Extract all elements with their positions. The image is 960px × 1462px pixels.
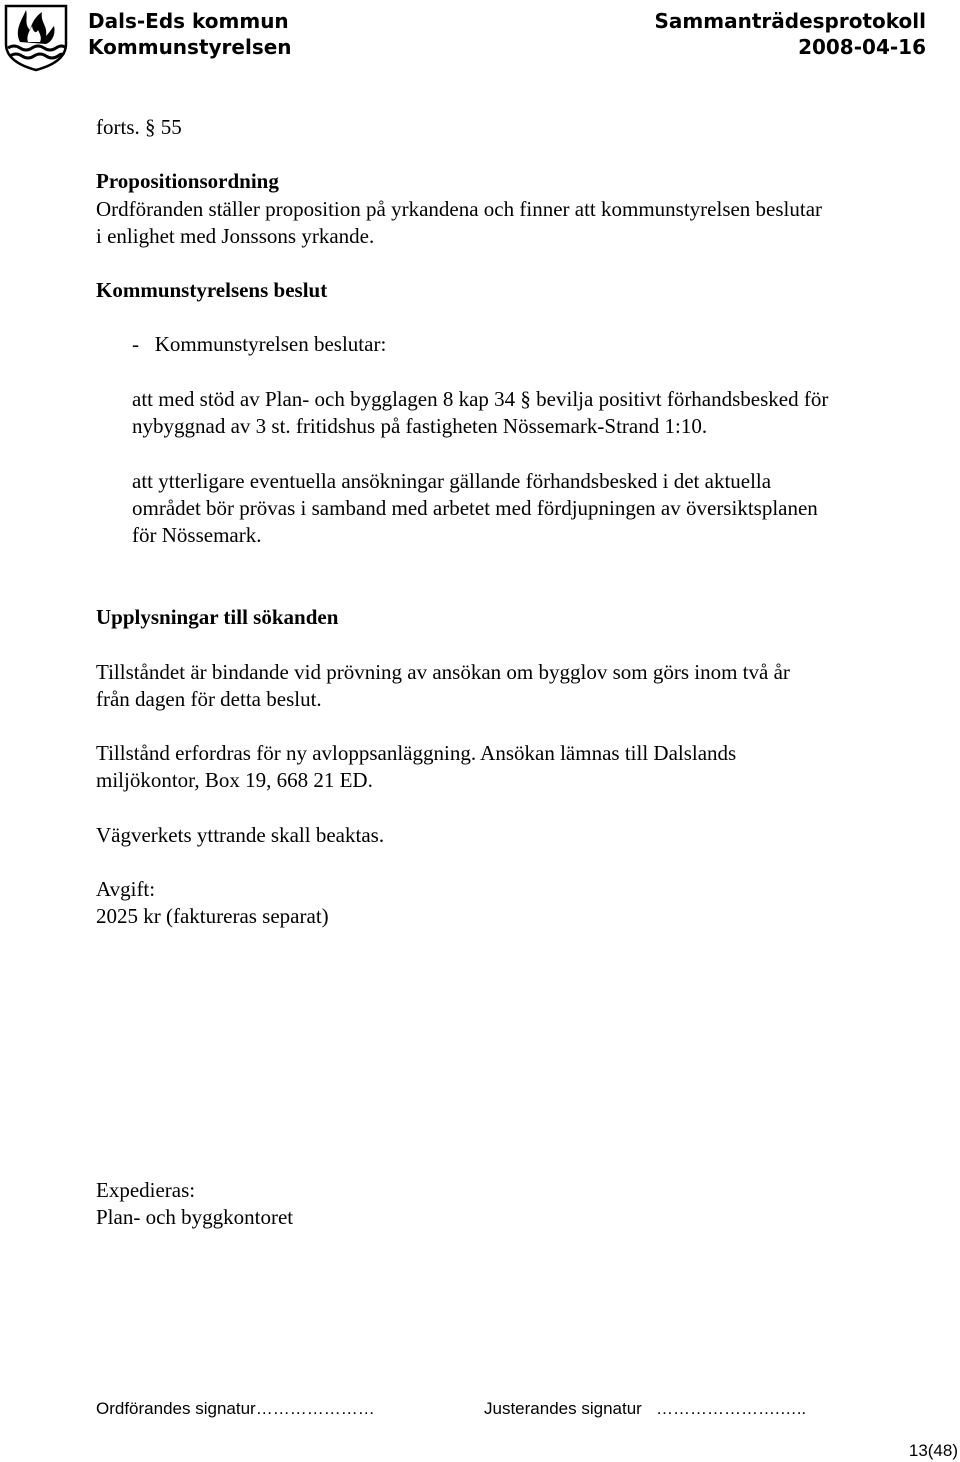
- expedieras-value: Plan- och byggkontoret: [96, 1205, 294, 1229]
- document-date: 2008-04-16: [798, 35, 926, 59]
- expedieras-label: Expedieras:: [96, 1178, 196, 1202]
- beslut-item-line: området bör prövas i samband med arbetet med fördjupningen av översiktsplanen: [132, 496, 818, 520]
- ordforande-signature-line: Ordförandes signatur…………………: [96, 1399, 375, 1418]
- beslut-item-line: att med stöd av Plan- och bygglagen 8 kap 34 § bevilja positivt förhandsbesked för: [132, 387, 829, 411]
- beslut-heading: Kommunstyrelsens beslut: [96, 278, 328, 302]
- org-name: Dals-Eds kommun: [88, 9, 289, 33]
- propositionsordning-heading: Propositionsordning: [96, 169, 279, 193]
- upplysningar-text-line: Tillståndet är bindande vid prövning av ansökan om bygglov som görs inom två år: [96, 660, 790, 684]
- upplysningar-text-line: miljökontor, Box 19, 668 21 ED.: [96, 768, 373, 792]
- beslut-intro: - Kommunstyrelsen beslutar:: [132, 332, 387, 356]
- body-name: Kommunstyrelsen: [88, 35, 292, 59]
- upplysningar-text-line: från dagen för detta beslut.: [96, 687, 322, 711]
- page-number: 13(48): [908, 1441, 958, 1460]
- upplysningar-text-line: Tillstånd erfordras för ny avloppsanläggning. Ansökan lämnas till Dalslands: [96, 741, 737, 765]
- justerande-signature-line: Justerandes signatur ………………….…..: [484, 1399, 807, 1418]
- upplysningar-text-line: Vägverkets yttrande skall beaktas.: [96, 823, 385, 847]
- avgift-value: 2025 kr (faktureras separat): [96, 904, 329, 928]
- beslut-item-line: att ytterligare eventuella ansökningar gällande förhandsbesked i det aktuella: [132, 469, 772, 493]
- municipality-logo-icon: [0, 0, 72, 72]
- beslut-item-line: nybyggnad av 3 st. fritidshus på fastigheten Nössemark-Strand 1:10.: [132, 414, 708, 438]
- continued-section-ref: forts. § 55: [96, 115, 182, 139]
- upplysningar-heading: Upplysningar till sökanden: [96, 605, 339, 629]
- propositionsordning-text-line: i enlighet med Jonssons yrkande.: [96, 224, 375, 248]
- beslut-item-line: för Nössemark.: [132, 523, 262, 547]
- propositionsordning-text-line: Ordföranden ställer proposition på yrkandena och finner att kommunstyrelsen beslutar: [96, 197, 823, 221]
- document-type: Sammanträdesprotokoll: [654, 9, 926, 33]
- avgift-label: Avgift:: [96, 877, 156, 901]
